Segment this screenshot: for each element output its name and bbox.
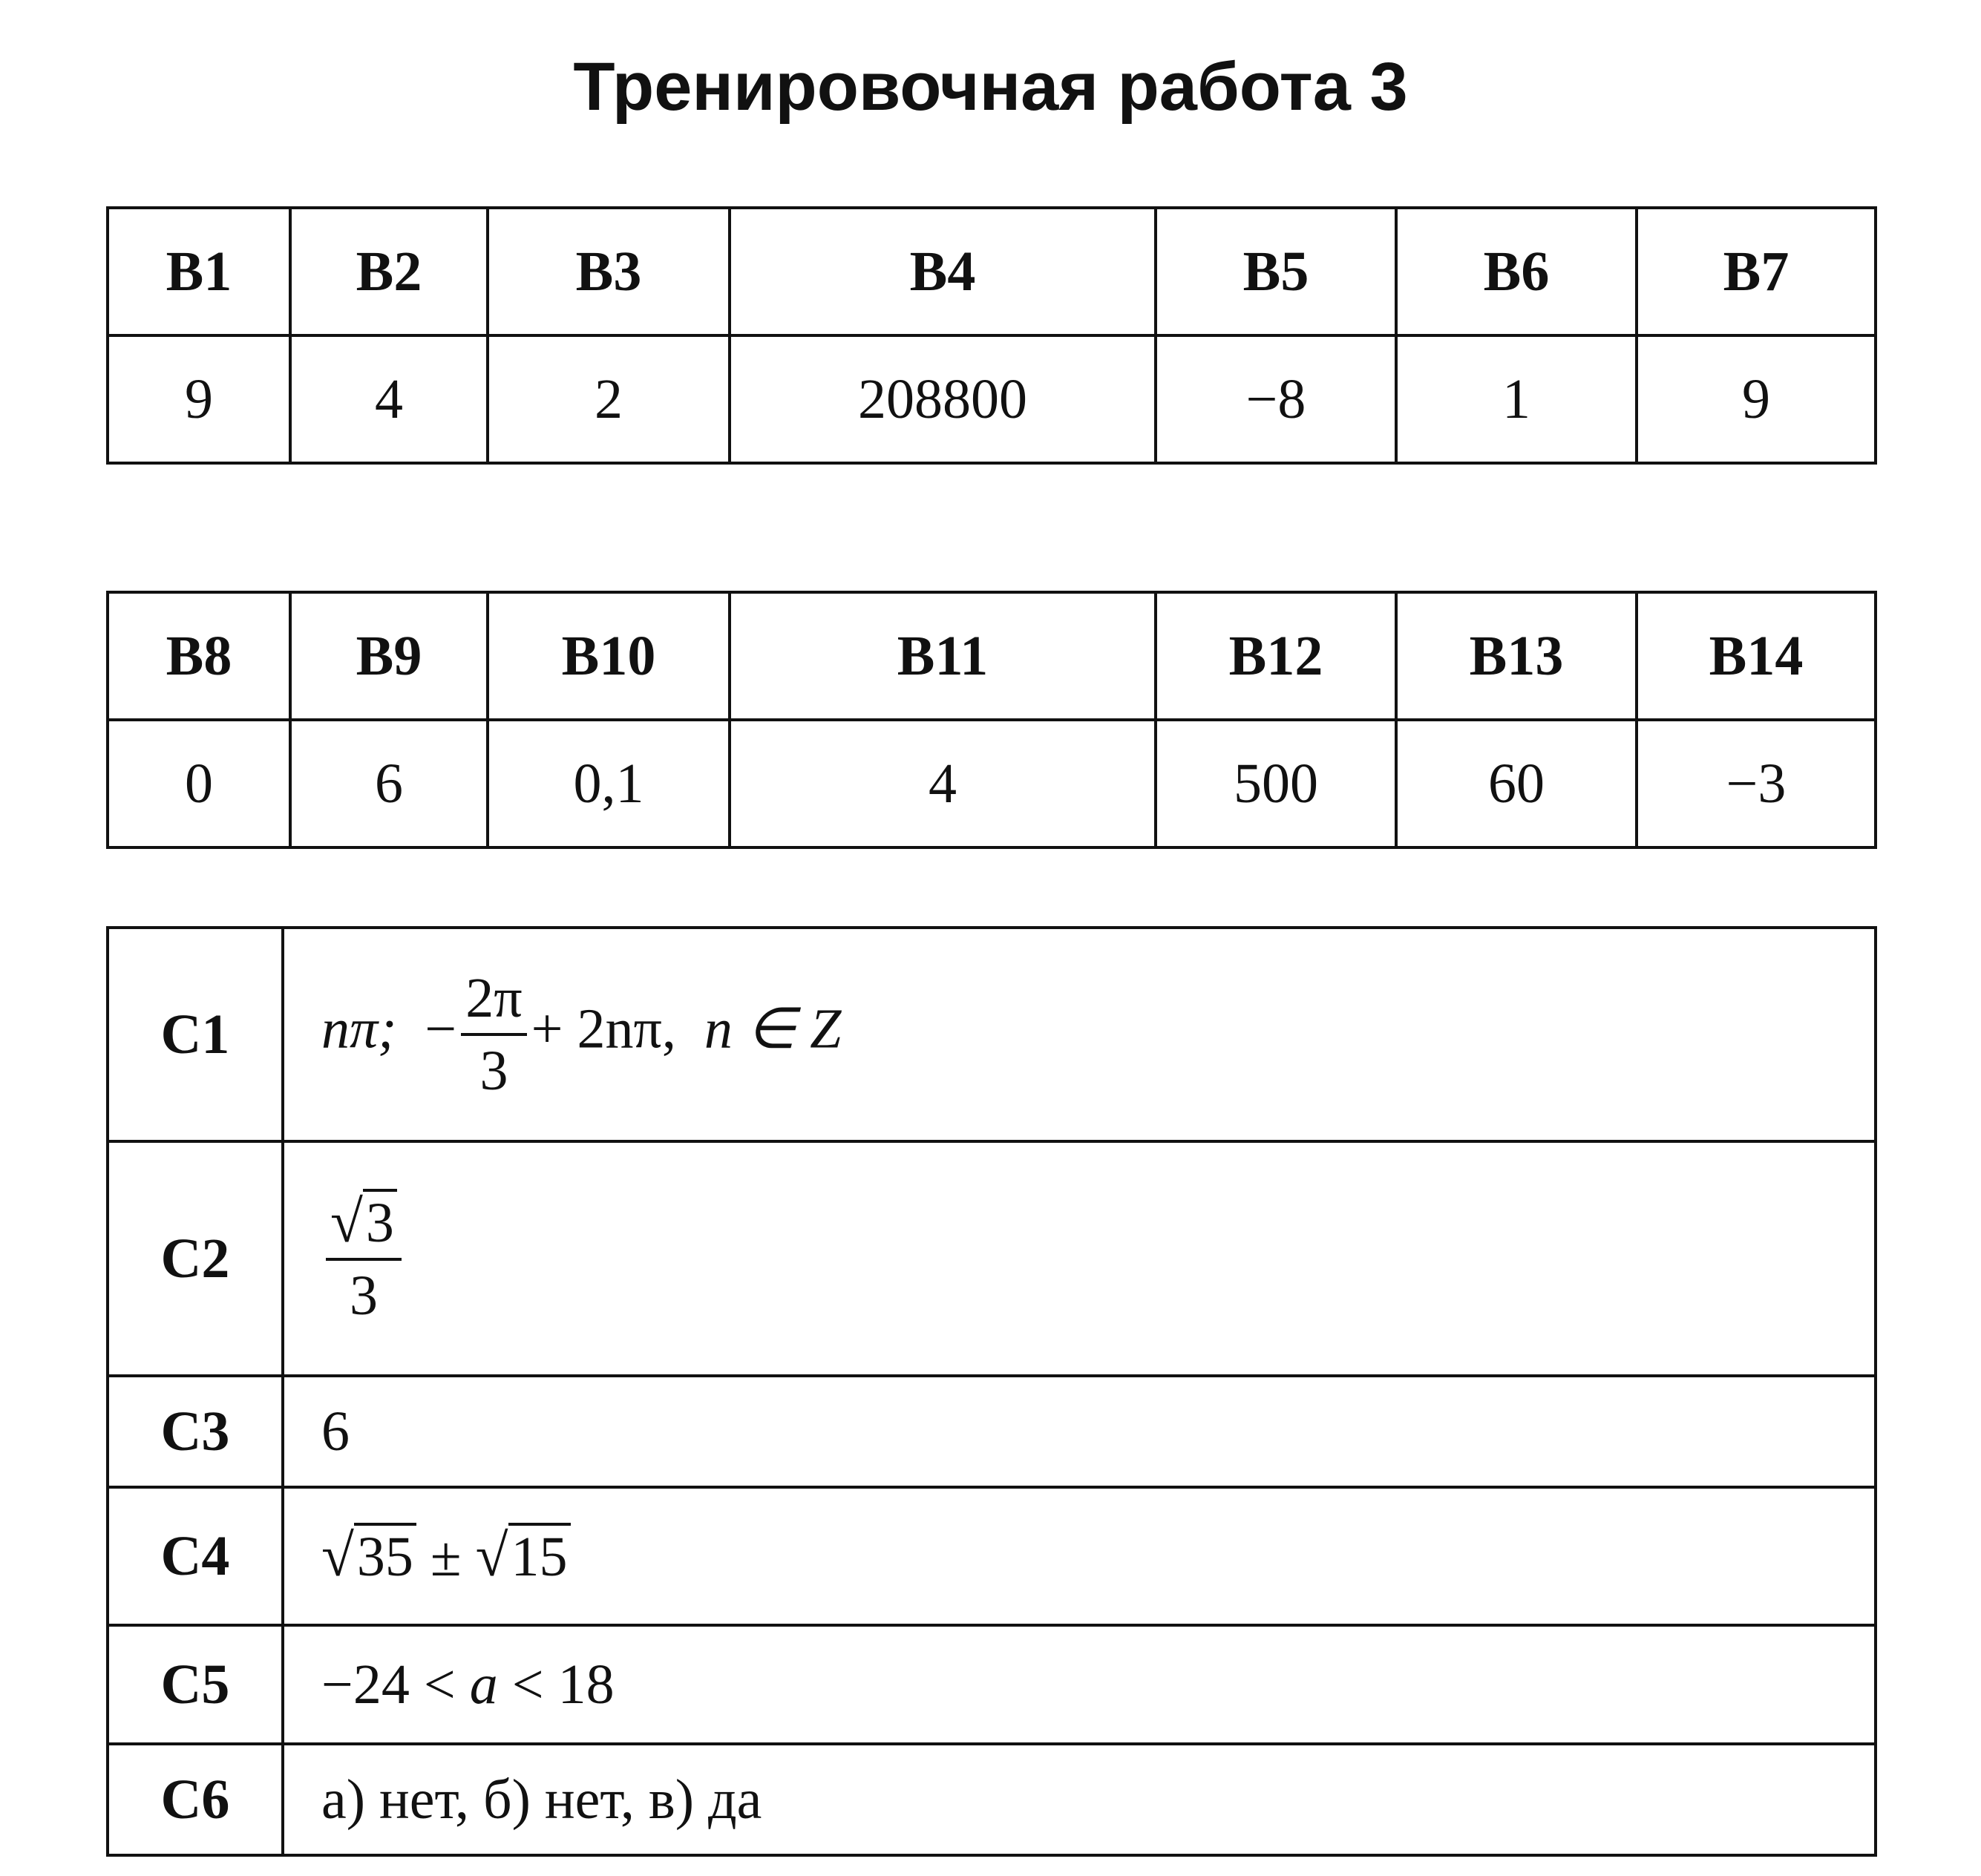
answer-c3: 6 [283,1376,1876,1487]
answer-c2 [283,1141,1876,1376]
header-cell-b10: B10 [488,592,730,720]
header-cell-b3: B3 [488,208,730,335]
answer-c1 [283,928,1876,1141]
c5-variable: a [469,1653,498,1716]
c5-left: −24 < [321,1653,456,1716]
answer-table-b8-b14 [106,591,1877,849]
c1-denominator: 3 [479,1040,508,1102]
c4-radicand-2: 15 [508,1523,571,1588]
header-cell-b1: B1 [108,208,290,335]
c4-radicand-1: 35 [354,1523,416,1588]
table-row-c2 [108,1141,1876,1376]
header-cell-b6: B6 [1396,208,1637,335]
table-row-c3 [108,1376,1876,1487]
value-cell-b13: 60 [1396,720,1637,847]
value-cell-b9: 6 [290,720,488,847]
c2-fraction [326,1190,402,1328]
table-row-c5 [108,1625,1876,1744]
table-row-c1 [108,928,1876,1141]
label-c4: C4 [108,1487,283,1625]
answer-table-b1-b7 [106,206,1877,465]
header-cell-b13: B13 [1396,592,1637,720]
c2-denominator: 3 [349,1264,378,1327]
c4-plus-minus: ± [430,1525,462,1588]
value-cell-b14: −3 [1637,720,1876,847]
value-cell-b4: 208800 [730,335,1156,463]
header-cell-b8: B8 [108,592,290,720]
header-cell-b14: B14 [1637,592,1876,720]
label-c5: C5 [108,1625,283,1744]
label-c1: C1 [108,928,283,1141]
header-cell-b2: B2 [290,208,488,335]
c4-sqrt-2 [476,1523,571,1590]
table-header-row [108,592,1876,720]
table-row-c4 [108,1487,1876,1625]
header-cell-b7: B7 [1637,208,1876,335]
header-cell-b12: B12 [1156,592,1396,720]
answer-c6: а) нет, б) нет, в) да [283,1744,1876,1855]
label-c2: C2 [108,1141,283,1376]
c4-sqrt-sign-2: √ [475,1523,508,1589]
c2-sqrt [330,1190,397,1255]
c2-radicand: 3 [363,1189,397,1254]
c2-numerator [326,1190,402,1261]
answer-c5 [283,1625,1876,1744]
table-header-row [108,208,1876,335]
value-cell-b3: 2 [488,335,730,463]
value-cell-b1: 9 [108,335,290,463]
value-cell-b8: 0 [108,720,290,847]
label-c6: C6 [108,1744,283,1855]
c1-fraction [461,966,526,1103]
header-cell-b5: B5 [1156,208,1396,335]
value-cell-b6: 1 [1396,335,1637,463]
value-cell-b7: 9 [1637,335,1876,463]
table-value-row [108,335,1876,463]
value-cell-b5: −8 [1156,335,1396,463]
c1-n-pi: nπ; [321,997,397,1060]
c2-sqrt-sign: √ [330,1189,363,1255]
value-cell-b2: 4 [290,335,488,463]
c1-rest: + 2nπ, [531,997,676,1060]
value-cell-b12: 500 [1156,720,1396,847]
c1-minus: − [425,997,457,1060]
answer-c4 [283,1487,1876,1625]
header-cell-b9: B9 [290,592,488,720]
answer-table-c [106,926,1877,1857]
c1-numerator: 2π [461,966,526,1036]
value-cell-b11: 4 [730,720,1156,847]
page-title: Тренировочная работа 3 [573,49,1408,125]
value-cell-b10: 0,1 [488,720,730,847]
header-cell-b4: B4 [730,208,1156,335]
label-c3: C3 [108,1376,283,1487]
table-row-c6 [108,1744,1876,1855]
c4-sqrt-sign-1: √ [321,1523,354,1589]
table-value-row [108,720,1876,847]
c1-condition: n ∈ Z [704,997,842,1060]
header-cell-b11: B11 [730,592,1156,720]
c4-sqrt-1 [321,1523,416,1590]
c5-right: < 18 [511,1653,615,1716]
